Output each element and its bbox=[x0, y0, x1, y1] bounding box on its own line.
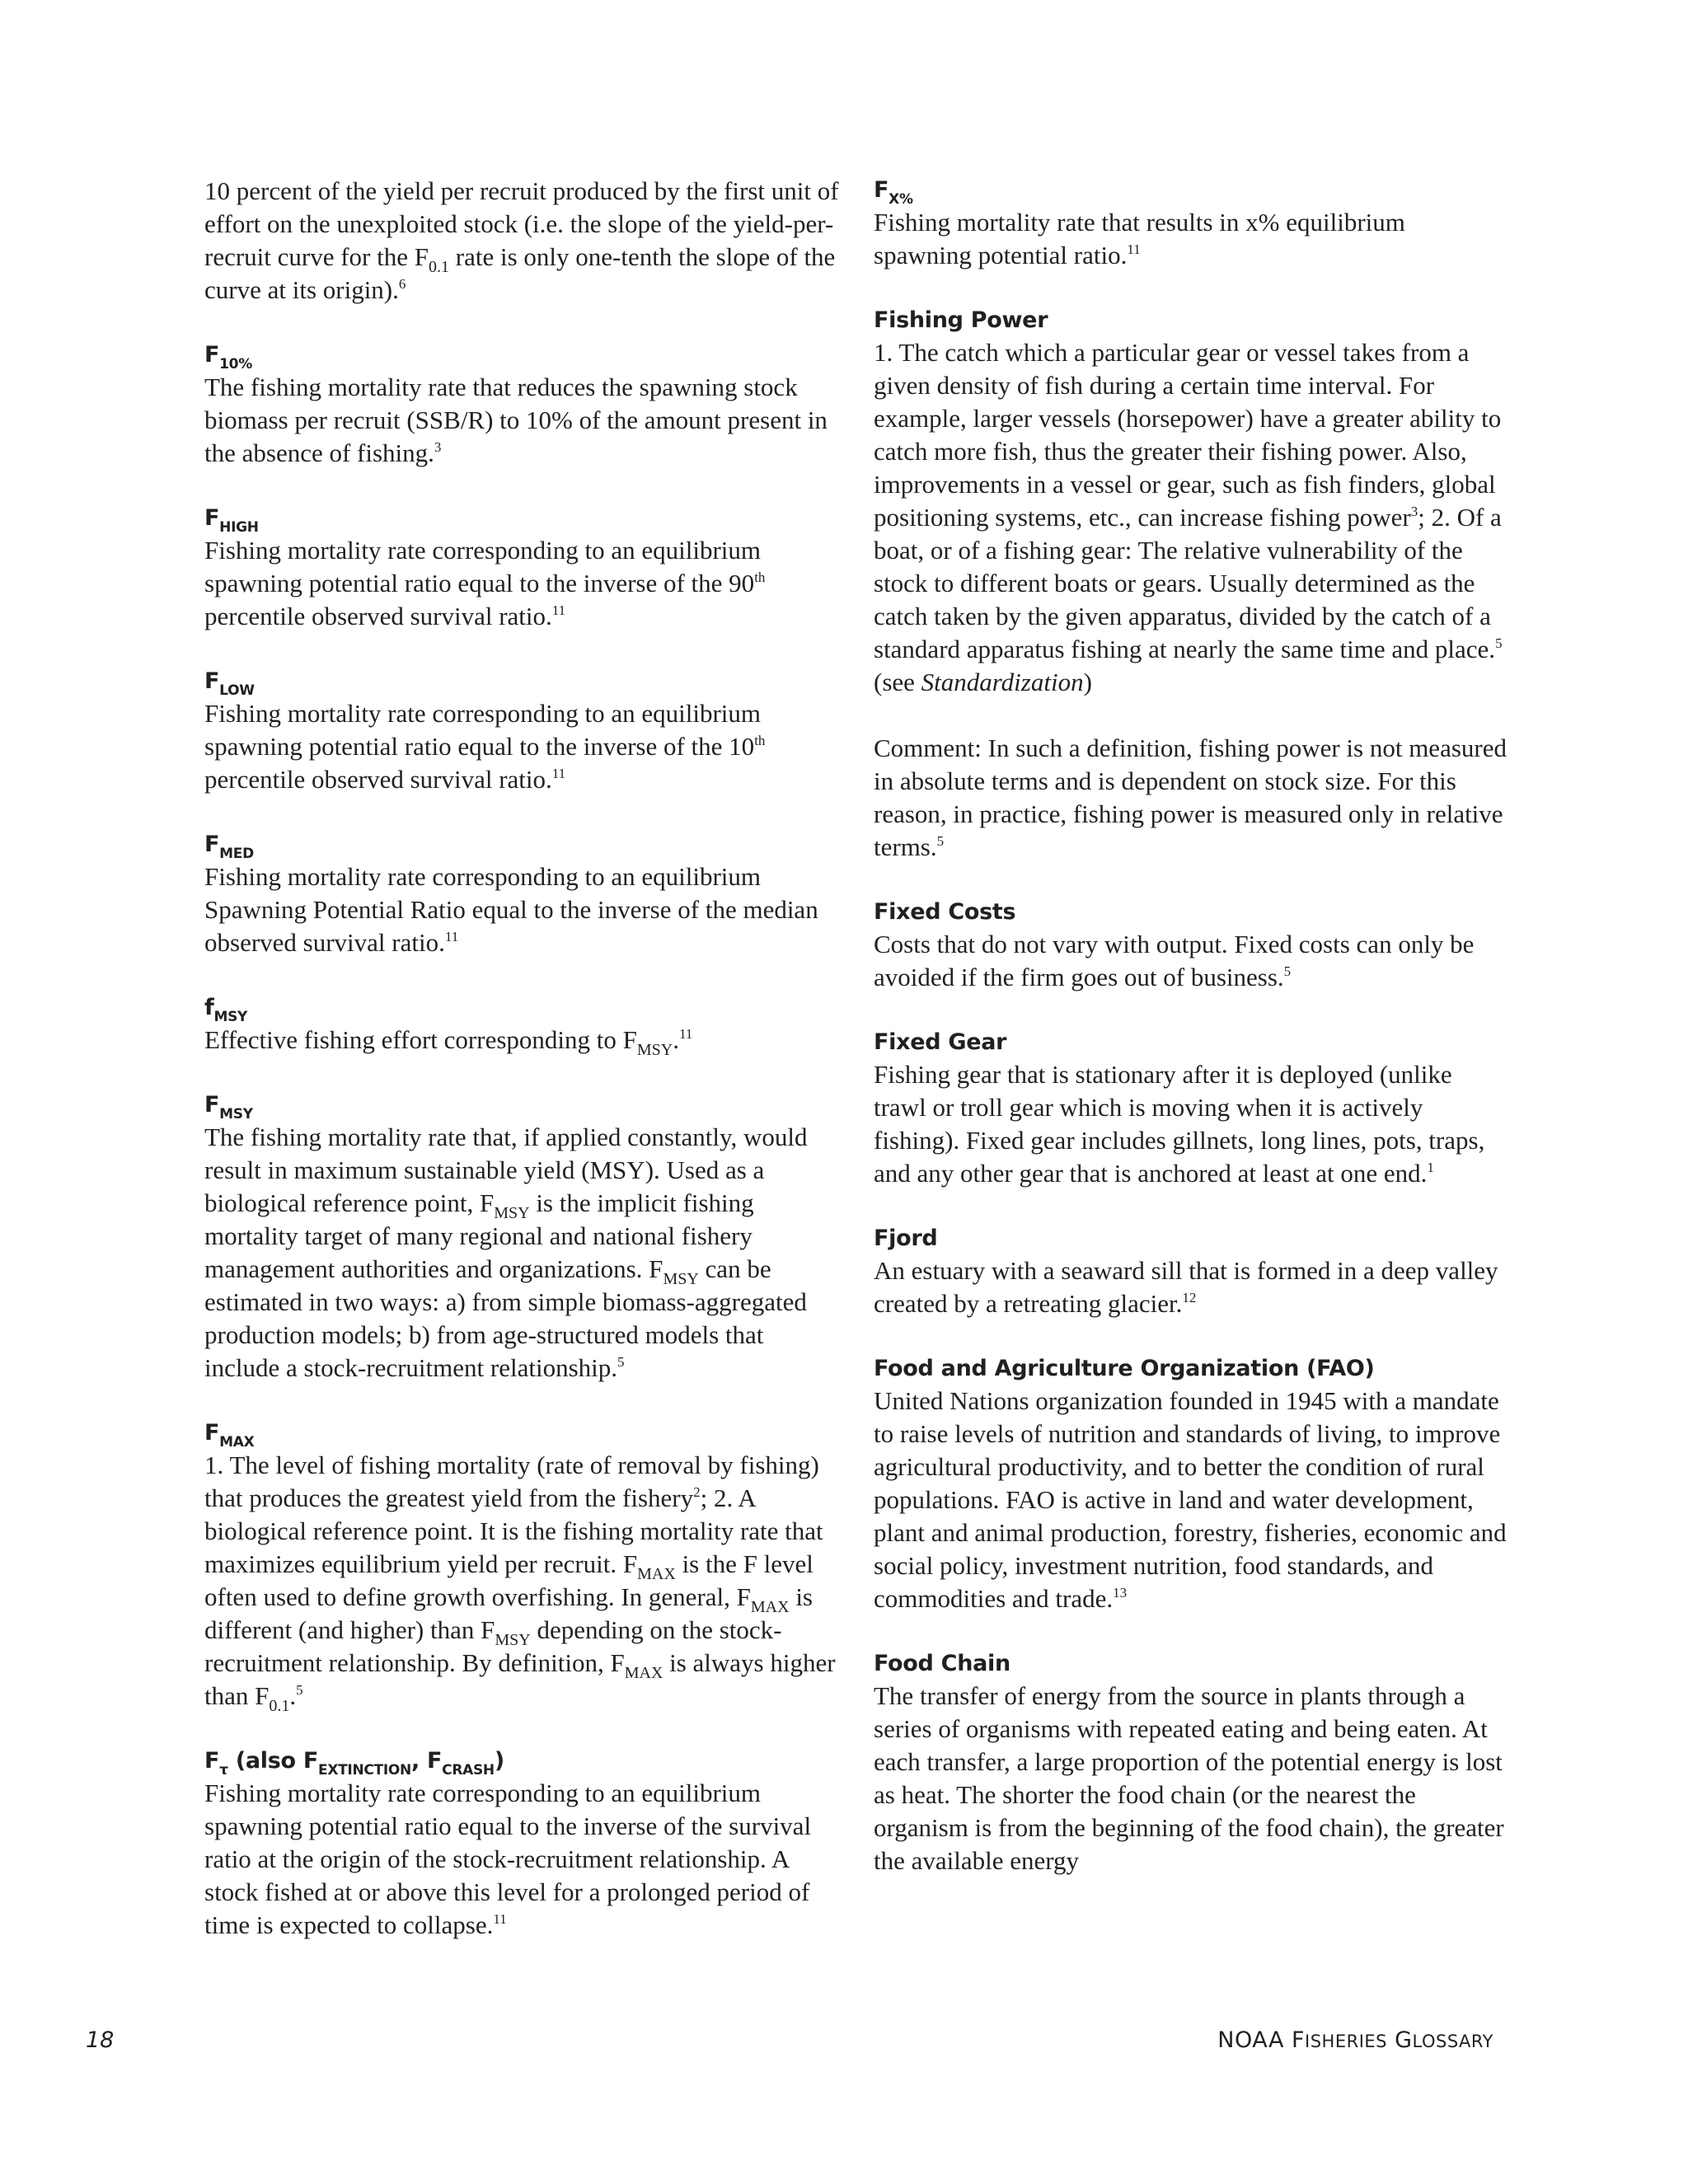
entry-fixed-gear bbox=[874, 1027, 1508, 1190]
definition: Effective fishing effort corresponding to $F_{MSY}.^{11}$ bbox=[204, 1025, 693, 1059]
entry-fjord bbox=[874, 1223, 1508, 1320]
definition: The fishing mortality rate that reduces the spawning stock biomass per recruit (SSB/R) to 10% of the amount present in the absence of fishing.$^3$ bbox=[204, 373, 828, 467]
term-heading: $f_{MSY}$ bbox=[204, 995, 248, 1025]
footnote-ref: 11 bbox=[678, 1026, 693, 1042]
term-heading: $F_{10\%}$ bbox=[204, 342, 252, 373]
definition: Fishing mortality rate corresponding to an equilibrium Spawning Potential Ratio equal to the inverse of the median observed survival ratio.$^{11}$ bbox=[204, 862, 818, 957]
entry-f10 bbox=[204, 340, 839, 470]
footnote-ref: 12 bbox=[1182, 1290, 1197, 1305]
definition: Fishing mortality rate that results in x% equilibrium spawning potential ratio.$^{11}$ bbox=[874, 208, 1405, 269]
definition: Fishing mortality rate corresponding to an equilibrium spawning potential ratio equal to the inverse of the survival ratio at the origin of the stock-recruitment relationship. A stock fished at or above this level for a prolonged period of time is expected to collapse.$^{11}$ bbox=[204, 1779, 812, 1939]
entry-fx bbox=[874, 175, 1508, 272]
footnote-ref: 11 bbox=[493, 1911, 507, 1927]
definition: Costs that do not vary with output. Fixed costs can only be avoided if the firm goes out of business.$^5$ bbox=[874, 930, 1475, 991]
right-column bbox=[874, 175, 1508, 1910]
definition: Fishing mortality rate corresponding to an equilibrium spawning potential ratio equal to the inverse of the 10th percentile observed survival ratio.$^{11}$ bbox=[204, 699, 766, 794]
entry-fishing-power-comment bbox=[874, 732, 1508, 864]
entry-flow bbox=[204, 666, 839, 796]
definition: An estuary with a seaward sill that is formed in a deep valley created by a retreating glacier.$^{12}$ bbox=[874, 1256, 1498, 1318]
footnote-ref: 11 bbox=[444, 929, 459, 944]
entry-fhigh bbox=[204, 503, 839, 633]
footnote-ref: 11 bbox=[551, 766, 566, 781]
term-heading: Food and Agriculture Organization (FAO) bbox=[874, 1356, 1375, 1381]
footnote-ref: 1 bbox=[1427, 1160, 1434, 1175]
page-number: 18 bbox=[86, 2027, 115, 2053]
term-heading: Fjord bbox=[874, 1226, 938, 1251]
footnote-ref: 11 bbox=[551, 602, 566, 618]
footnote-ref: 5 bbox=[617, 1354, 625, 1370]
entry-food-chain bbox=[874, 1648, 1508, 1877]
entry-fmed bbox=[204, 829, 839, 959]
footnote-ref: 6 bbox=[398, 276, 406, 292]
term-heading: Fishing Power bbox=[874, 307, 1048, 333]
definition: 1. The catch which a particular gear or vessel takes from a given density of fish during a certain time interval. For example, larger vessels (horsepower) have a greater ability to catch more fish, thus the greater their fishing power. Also, improvements in a vessel or gear, such as fish finders, global positioning systems, etc., can increase fishing power$^3$; 2. Of a boat, or of a fishing gear: The relative vulnerability of the stock to different boats or gears. Usually determined as the catch taken by the given apparatus, divided by the catch of a standard apparatus fishing at nearly the same time and place.$^5$ (see Standardization) bbox=[874, 338, 1503, 696]
footnote-ref: 3 bbox=[434, 439, 442, 455]
footnote-ref: 5 bbox=[936, 833, 945, 849]
term-heading: $F_{MAX}$ bbox=[204, 1420, 255, 1451]
definition: Comment: In such a definition, fishing power is not measured in absolute terms and is dependent on stock size. For this reason, in practice, fishing power is measured only in relative terms.$^5$ bbox=[874, 733, 1507, 861]
term-heading: $F_{LOW}$ bbox=[204, 668, 255, 699]
footnote-ref: 11 bbox=[1127, 241, 1141, 257]
footnote-ref: 5 bbox=[296, 1682, 303, 1698]
term-heading: Fixed Costs bbox=[874, 899, 1016, 925]
term-heading: Fixed Gear bbox=[874, 1029, 1007, 1055]
definition: The transfer of energy from the source in plants through a series of organisms with repeated eating and being eaten. At each transfer, a large proportion of the potential energy is lost as heat. The shorter the food chain (or the nearest the organism is from the beginning of the food chain), the greater the available energy bbox=[874, 1681, 1504, 1875]
entry-ftau bbox=[204, 1746, 839, 1942]
term-heading: $F_{MSY}$ bbox=[204, 1092, 253, 1122]
definition: Fishing mortality rate corresponding to an equilibrium spawning potential ratio equal to the inverse of the 90th percentile observed survival ratio.$^{11}$ bbox=[204, 536, 766, 630]
footnote-ref: 13 bbox=[1113, 1585, 1128, 1601]
term-heading: $F_{HIGH}$ bbox=[204, 505, 259, 536]
entry-fixed-costs bbox=[874, 897, 1508, 994]
entry-fmsy-effort bbox=[204, 992, 839, 1057]
entry-fishing-power bbox=[874, 305, 1508, 699]
definition: Fishing gear that is stationary after it is deployed (unlike trawl or troll gear which is moving when it is actively fishing). Fixed gear includes gillnets, long lines, pots, traps, and any other gear that is anchored at least at one end.$^1$ bbox=[874, 1060, 1485, 1188]
entry-fao bbox=[874, 1353, 1508, 1615]
definition: 10 percent of the yield per recruit produced by the first unit of effort on the unexploited stock (i.e. the slope of the yield-per-recruit curve for the $F_{0.1}$ rate is only one-tenth the slope of the curve at its origin).$^6$ bbox=[204, 176, 839, 304]
term-heading: Food Chain bbox=[874, 1651, 1010, 1676]
left-column bbox=[204, 175, 839, 1975]
entry-fmax bbox=[204, 1418, 839, 1713]
definition: The fishing mortality rate that, if applied constantly, would result in maximum sustainable yield (MSY). Used as a biological reference point, $F_{MSY}$ is the implicit fishing mortality target of many regional and national fishery management authorities and organizations. $F_{MSY}$ can be estimated in two ways: a) from simple biomass-aggregated production models; b) from age-structured models that include a stock-recruitment relationship.$^5$ bbox=[204, 1122, 808, 1382]
footnote-ref: 5 bbox=[1283, 963, 1292, 979]
running-head: NOAA FISHERIES GLOSSARY bbox=[1217, 2027, 1493, 2053]
entry-fmsy bbox=[204, 1090, 839, 1385]
term-heading: $F_{X\%}$ bbox=[874, 177, 913, 208]
entry-f01-continuation bbox=[204, 175, 839, 307]
term-heading: $F_\tau$ (also $F_{EXTINCTION}$, $F_{CRASH}$) bbox=[204, 1748, 504, 1779]
definition: 1. The level of fishing mortality (rate of removal by fishing) that produces the greatest yield from the fishery$^2$; 2. A biological reference point. It is the fishing mortality rate that maximizes equilibrium yield per recruit. $F_{MAX}$ is the F level often used to define growth overfishing. In general, $F_{MAX}$ is different (and higher) than $F_{MSY}$ depending on the stock-recruitment relationship. By definition, $F_{MAX}$ is always higher than $F_{0.1}.^5$ bbox=[204, 1451, 836, 1715]
definition: United Nations organization founded in 1945 with a mandate to raise levels of nutrition and standards of living, to improve agricultural productivity, and to better the condition of rural populations. FAO is active in land and water development, plant and animal production, forestry, fisheries, economic and social policy, investment nutrition, food standards, and commodities and trade.$^{13}$ bbox=[874, 1386, 1507, 1613]
term-heading: $F_{MED}$ bbox=[204, 832, 254, 862]
